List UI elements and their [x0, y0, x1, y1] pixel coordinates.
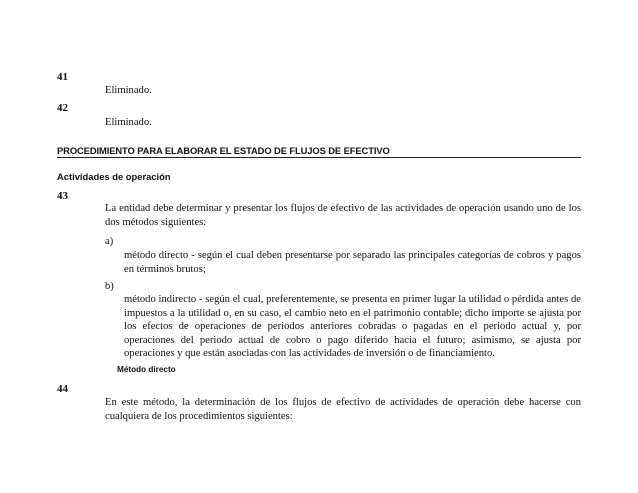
list-marker-b: b) [105, 281, 114, 292]
paragraph-number-42: 42 [57, 102, 68, 114]
minor-heading-metodo-directo: Método directo [117, 365, 176, 374]
list-marker-a: a) [105, 236, 114, 247]
section-heading: PROCEDIMIENTO PARA ELABORAR EL ESTADO DE FLUJOS DE EFECTIVO [57, 145, 581, 158]
paragraph-number-44: 44 [57, 383, 68, 395]
subheading-actividades-operacion: Actividades de operación [57, 171, 171, 182]
paragraph-43-text: La entidad debe determinar y presentar los flujos de efectivo de las actividades de operación usando uno de los dos métodos siguientes: [105, 203, 581, 228]
paragraph-42-text: Eliminado. [105, 117, 152, 128]
method-a-text: método directo - según el cual deben presentarse por separado las principales categorías de cobros y pagos en términos brutos; [124, 250, 581, 275]
paragraph-number-43: 43 [57, 190, 68, 202]
paragraph-41-text: Eliminado. [105, 85, 152, 96]
method-b-text: método indirecto - según el cual, preferentemente, se presenta en primer lugar la utilidad o pérdida antes de impuestos a la utilidad o, en su caso, el cambio neto en el patrimonio contable; dicho importe se ajusta por los efectos de operaciones de periodos anteriores cobradas o pagadas en el periodo actual y, por operaciones del periodo actual de cobro o pago diferido hacia el futuro; asimismo, se ajusta por operaciones y que están asociadas con las actividades de inversión o de financiamiento. [124, 294, 581, 360]
paragraph-number-41: 41 [57, 71, 68, 83]
paragraph-44-text: En este método, la determinación de los flujos de efectivo de actividades de operación debe hacerse con cualquiera de los procedimientos siguientes: [105, 397, 581, 422]
